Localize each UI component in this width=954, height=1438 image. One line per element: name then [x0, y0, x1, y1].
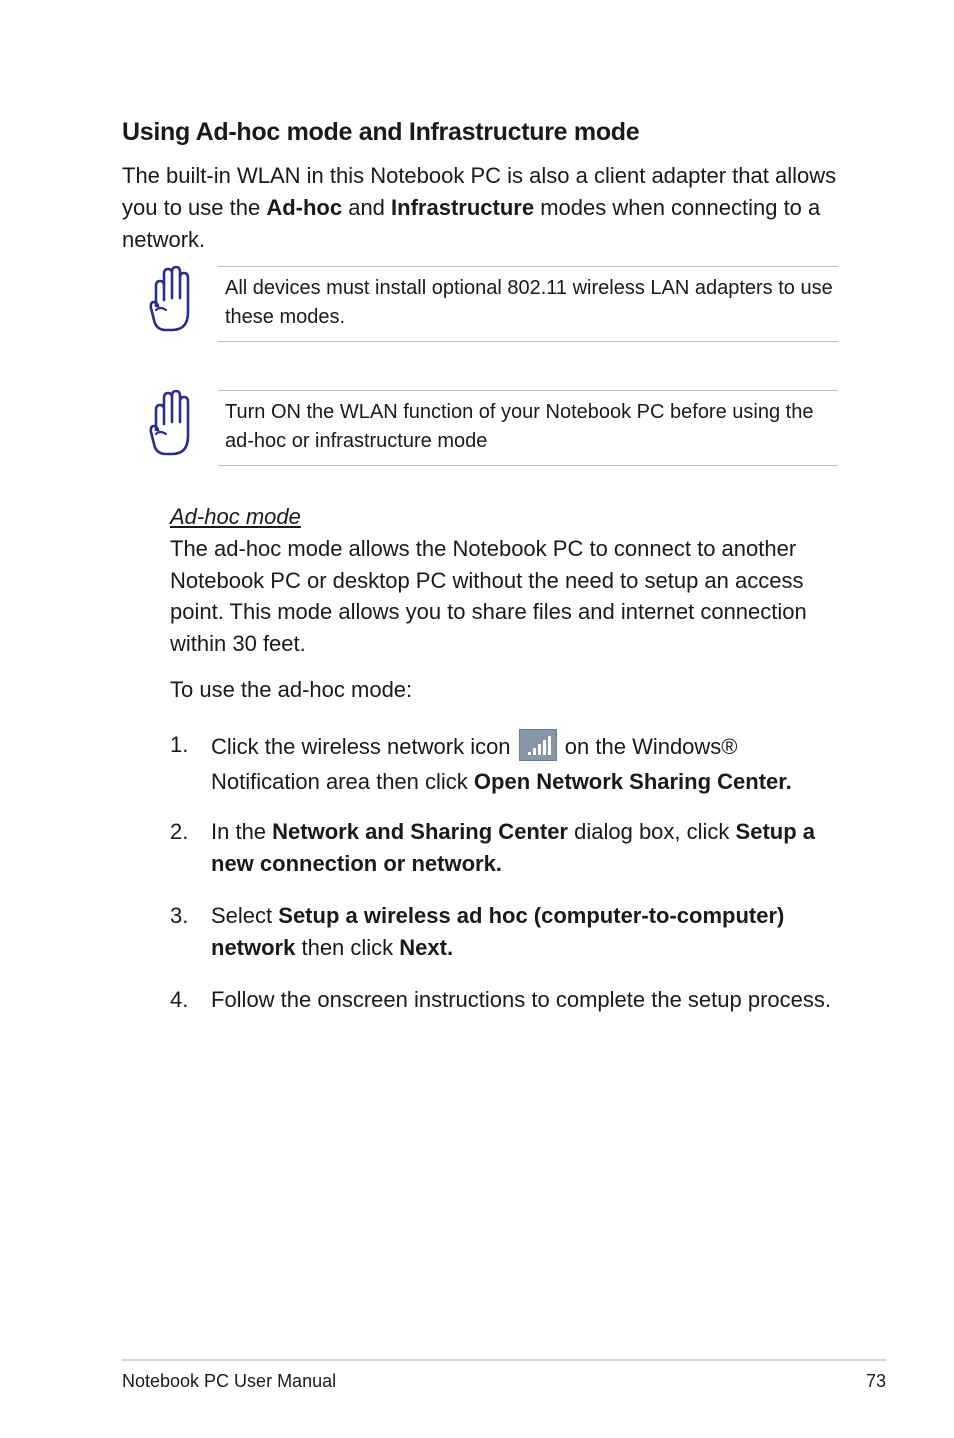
adhoc-instructions-intro: To use the ad-hoc mode: — [170, 677, 413, 702]
note-text: All devices must install optional 802.11 wireless LAN adapters to use these modes. — [225, 277, 833, 328]
footer-divider — [122, 1359, 886, 1361]
step-text-part: Select — [211, 903, 279, 928]
step-text-part: then click — [295, 935, 400, 960]
raised-hand-icon — [146, 266, 196, 334]
step-text: Follow the onscreen instructions to complete the setup process. — [211, 987, 831, 1012]
footer-manual-title: Notebook PC User Manual — [122, 1371, 337, 1391]
step-bold: Next. — [399, 935, 454, 960]
intro-bold-infrastructure: Infrastructure — [391, 195, 535, 220]
step-text-part: dialog box, click — [568, 819, 736, 844]
step-text-part: on the Windows® Notification area then click — [211, 734, 738, 795]
step-text — [211, 900, 851, 964]
step-text — [211, 816, 851, 880]
step-text-part: Click the wireless network icon — [211, 734, 517, 759]
step-number: 1. — [170, 732, 189, 757]
step-text-part: In the — [211, 819, 273, 844]
wireless-signal-icon — [519, 729, 557, 761]
intro-paragraph — [122, 160, 842, 256]
step-number: 4. — [170, 987, 189, 1012]
note-text: Turn ON the WLAN function of your Notebook PC before using the ad-hoc or infrastructure mode — [225, 401, 814, 452]
step-bold: Open Network Sharing Center. — [473, 769, 792, 795]
step-bold: Setup a wireless ad hoc (computer-to-computer) network — [211, 903, 785, 960]
adhoc-mode-description: The ad-hoc mode allows the Notebook PC to connect to another Notebook PC or desktop PC without the need to setup an access point. This mode allows you to share files and internet connection within 30 feet. — [170, 536, 807, 656]
raised-hand-icon — [146, 390, 196, 458]
section-title: Using Ad-hoc mode and Infrastructure mode — [122, 118, 640, 146]
note-content — [218, 266, 838, 342]
step-text — [211, 729, 851, 799]
intro-text-1: The built-in WLAN in this Notebook PC is also a client adapter that allows you to use the — [122, 163, 837, 220]
note-box — [140, 266, 840, 342]
intro-text-2: and — [342, 195, 392, 220]
page-number: 73 — [865, 1371, 886, 1391]
note-box — [140, 390, 840, 466]
step-bold: Setup a new connection or network. — [211, 819, 815, 876]
step-bold: Network and Sharing Center — [272, 819, 568, 844]
intro-bold-adhoc: Ad-hoc — [266, 195, 343, 220]
step-number: 3. — [170, 903, 189, 928]
intro-text-3: modes when connecting to a network. — [122, 195, 821, 252]
adhoc-mode-heading: Ad-hoc mode — [170, 504, 301, 529]
note-content — [218, 390, 838, 466]
step-number: 2. — [170, 819, 189, 844]
